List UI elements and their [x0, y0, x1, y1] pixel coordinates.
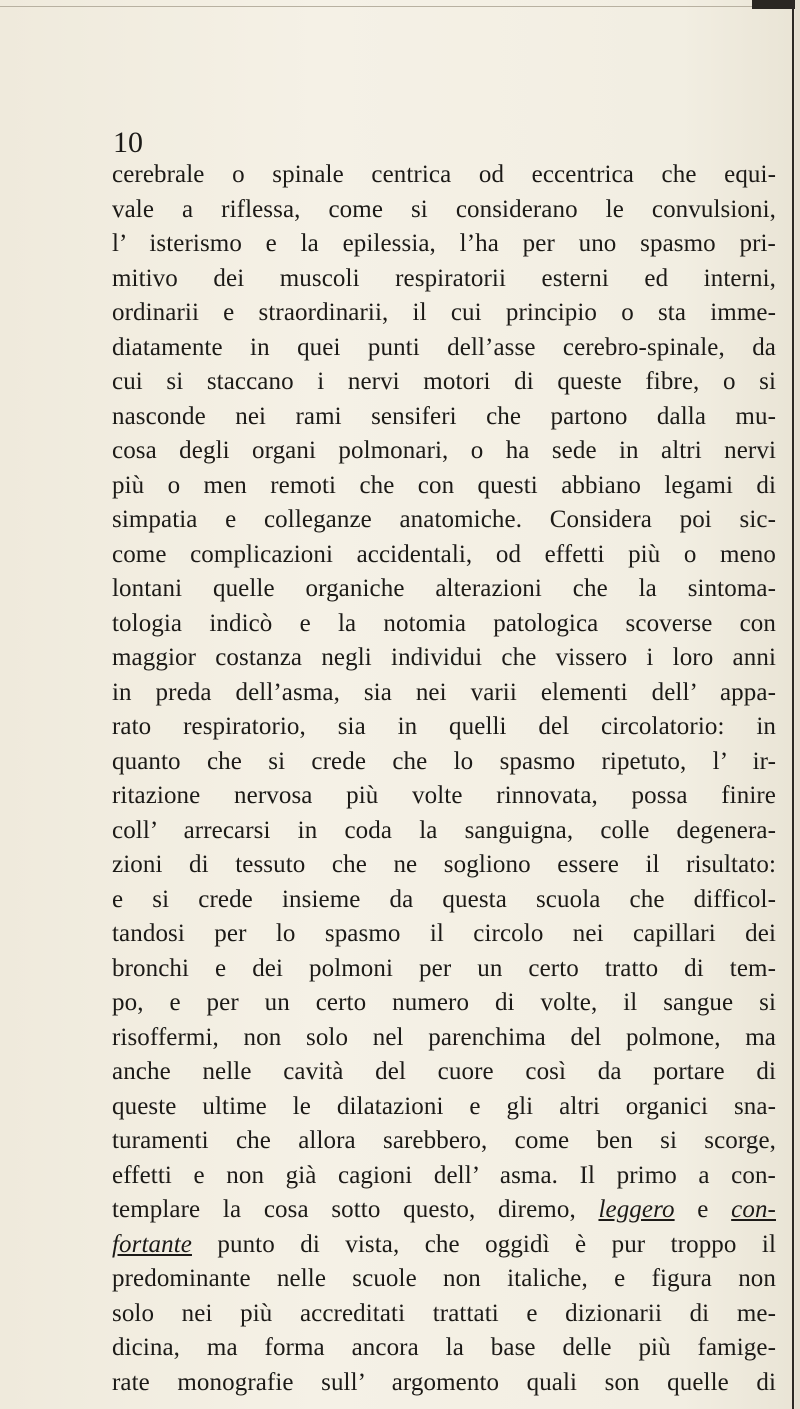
- text-line: rato respiratorio, sia in quelli del circolatorio: in: [112, 713, 776, 740]
- text-line: predominante nelle scuole non italiche, e figura non: [112, 1265, 776, 1292]
- text-line: coll’ arrecarsi in coda la sanguigna, colle degenera-: [112, 816, 776, 844]
- text-line: solo nei più accreditati trattati e dizionarii di me-: [112, 1299, 776, 1327]
- text-line: più o men remoti che con questi abbiano legami di: [112, 471, 776, 499]
- text-line: vale a riflessa, come si considerano le convulsioni,: [112, 195, 776, 223]
- text-line: quanto che si crede che lo spasmo ripetuto, l’ ir-: [112, 747, 776, 775]
- text-line: rate monografie sull’ argomento quali son quelle di: [112, 1368, 776, 1396]
- text-line: tandosi per lo spasmo il circolo nei capillari dei: [112, 920, 776, 947]
- text-line: l’ isterismo e la epilessia, l’ha per uno spasmo pri-: [112, 230, 776, 257]
- text-line: cerebrale o spinale centrica od eccentrica che equi-: [112, 161, 776, 188]
- text-line: cosa degli organi polmonari, o ha sede in altri nervi: [112, 437, 776, 464]
- text-line: nasconde nei rami sensiferi che partono dalla mu-: [112, 402, 776, 430]
- page-edge-line: [792, 0, 794, 1409]
- text-line: maggior costanza negli individui che vissero i loro anni: [112, 644, 776, 671]
- text-line: tologia indicò e la notomia patologica scoverse con: [112, 609, 776, 637]
- text-line: queste ultime le dilatazioni e gli altri organici sna-: [112, 1092, 776, 1120]
- text-segment: templare la cosa sotto questo, diremo,: [112, 1196, 599, 1223]
- body-text: [112, 158, 776, 1400]
- text-line: turamenti che allora sarebbero, come ben si scorge,: [112, 1127, 776, 1154]
- text-line: bronchi e dei polmoni per un certo tratto di tem-: [112, 954, 776, 982]
- italic-term-leggero: leggero: [598, 1196, 675, 1223]
- text-line: e si crede insieme da questa scuola che difficol-: [112, 885, 776, 913]
- text-line: anche nelle cavità del cuore così da portare di: [112, 1058, 776, 1085]
- text-line: ordinarii e straordinarii, il cui principio o sta imme-: [112, 299, 776, 326]
- text-line: in preda dell’asma, sia nei varii elementi dell’ appa-: [112, 678, 776, 706]
- text-segment: e: [674, 1196, 732, 1223]
- text-segment: punto di vista, che oggidì è pur troppo il: [191, 1230, 776, 1258]
- text-line-with-italic: [112, 1228, 776, 1263]
- text-line: cui si staccano i nervi motori di queste fibre, o si: [112, 368, 776, 395]
- text-line: zioni di tessuto che ne sogliono essere il risultato:: [112, 851, 776, 878]
- page-number: 10: [113, 126, 143, 159]
- italic-term-confortante-end: fortante: [112, 1230, 192, 1258]
- text-line: simpatia e colleganze anatomiche. Considera poi sic-: [112, 506, 776, 533]
- text-line: po, e per un certo numero di volte, il sangue si: [112, 989, 776, 1016]
- text-line: effetti e non già cagioni dell’ asma. Il primo a con-: [112, 1161, 776, 1189]
- text-line-with-italic: [112, 1193, 776, 1228]
- text-line: mitivo dei muscoli respiratorii esterni ed interni,: [112, 264, 776, 292]
- top-rule: [0, 6, 788, 7]
- text-line: lontani quelle organiche alterazioni che la sintoma-: [112, 575, 776, 602]
- italic-term-confortante-start: con-: [731, 1196, 776, 1223]
- text-line: come complicazioni accidentali, od effetti più o meno: [112, 540, 776, 568]
- page-edge-shadow: [795, 0, 800, 1409]
- text-line: diatamente in quei punti dell’asse cerebro-spinale, da: [112, 333, 776, 361]
- text-line: risoffermi, non solo nel parenchima del polmone, ma: [112, 1023, 776, 1051]
- text-line: ritazione nervosa più volte rinnovata, possa finire: [112, 782, 776, 809]
- text-line: dicina, ma forma ancora la base delle più famige-: [112, 1334, 776, 1361]
